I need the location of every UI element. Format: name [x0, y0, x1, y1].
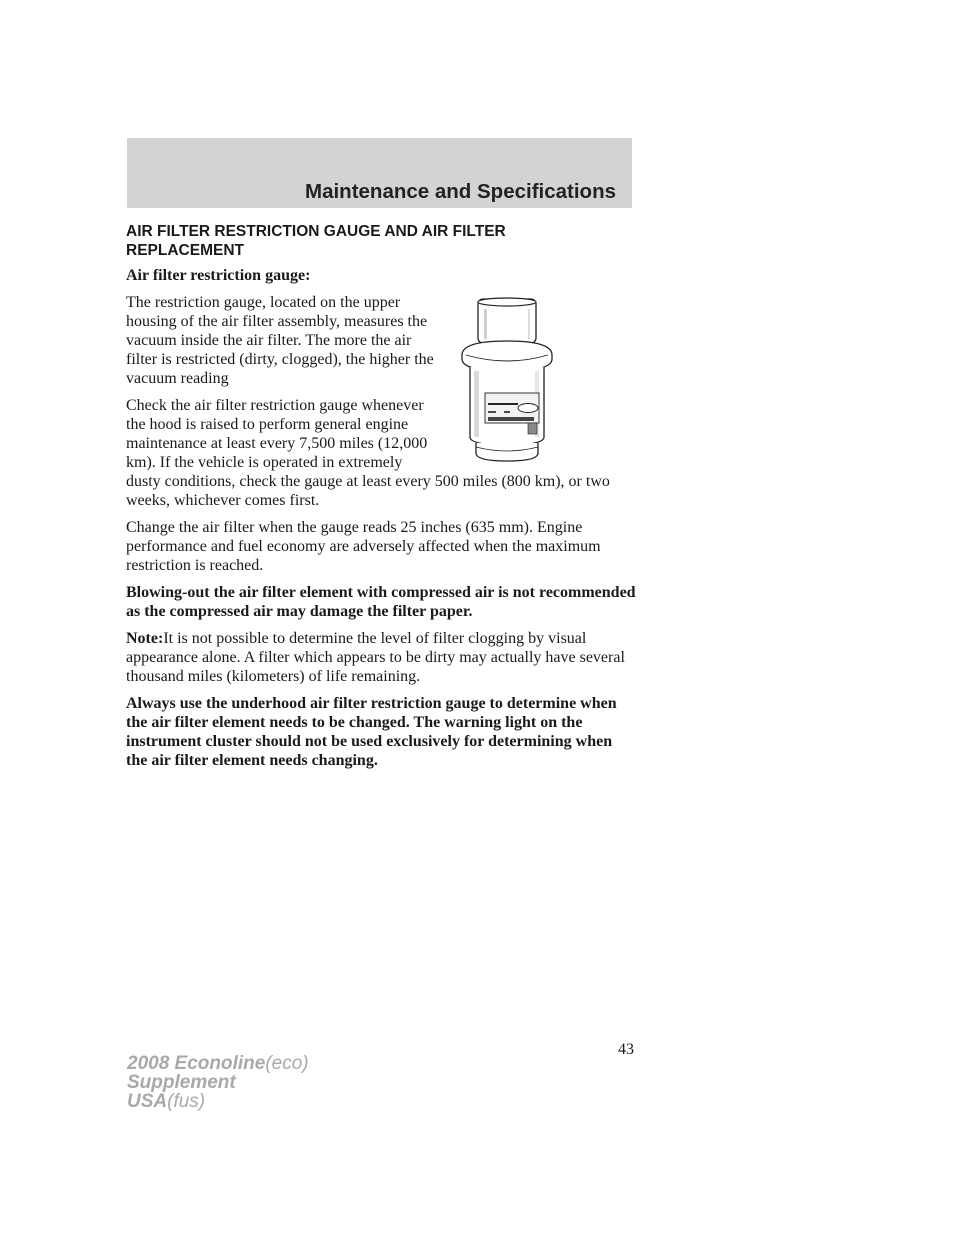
page-header-title: Maintenance and Specifications [305, 180, 616, 203]
main-content [126, 222, 636, 778]
footer-line2: Supplement [127, 1072, 236, 1093]
footer-market: USA [127, 1091, 168, 1112]
header-band [127, 138, 632, 208]
note-label: Note: [126, 630, 164, 647]
footer-model: 2008 Econoline [127, 1053, 266, 1074]
page-number: 43 [618, 1041, 634, 1058]
subheading-gauge: Air filter restriction gauge: [126, 267, 311, 284]
footer-model-code: (eco) [265, 1053, 309, 1074]
section-title [126, 222, 636, 260]
note-text: It is not possible to determine the level of filter clogging by visual appearance alone. A filter which appears to be dirty may actually have several thousand miles (kilometers) of life remaining. [126, 630, 625, 685]
footer-line1 [127, 1054, 309, 1073]
section-title-line2: REPLACEMENT [126, 242, 244, 259]
paragraph-compressed-air-warning: Blowing-out the air filter element with compressed air is not recommended as the compressed air may damage the filter paper. [126, 584, 636, 620]
paragraph-gauge-description: The restriction gauge, located on the upper housing of the air filter assembly, measures the vacuum inside the air filter. The more the air filter is restricted (dirty, clogged), the higher the vacuum reading [126, 294, 434, 387]
section-title-line1: AIR FILTER RESTRICTION GAUGE AND AIR FILTER [126, 223, 506, 240]
footer-line3 [127, 1092, 309, 1111]
footer [127, 1054, 309, 1111]
air-filter-restriction-gauge-illustration-icon [452, 297, 592, 465]
paragraph-note [126, 629, 636, 686]
paragraph-always-use-gauge: Always use the underhood air filter restriction gauge to determine when the air filter element needs to be changed. The warning light on the instrument cluster should not be used exclusively for determining when the air filter element needs changing. [126, 695, 617, 769]
paragraph-change-filter: Change the air filter when the gauge reads 25 inches (635 mm). Engine performance and fuel economy are adversely affected when the maximum restriction is reached. [126, 519, 601, 574]
footer-market-code: (fus) [167, 1091, 206, 1112]
paragraph-check-interval: Check the air filter restriction gauge whenever the hood is raised to perform general engine maintenance at least every 7,500 miles (12,000 km). If the vehicle is operated in extremely dusty conditions, check the gauge at least every 500 miles (800 km), or two weeks, whichever comes first. [126, 397, 610, 509]
